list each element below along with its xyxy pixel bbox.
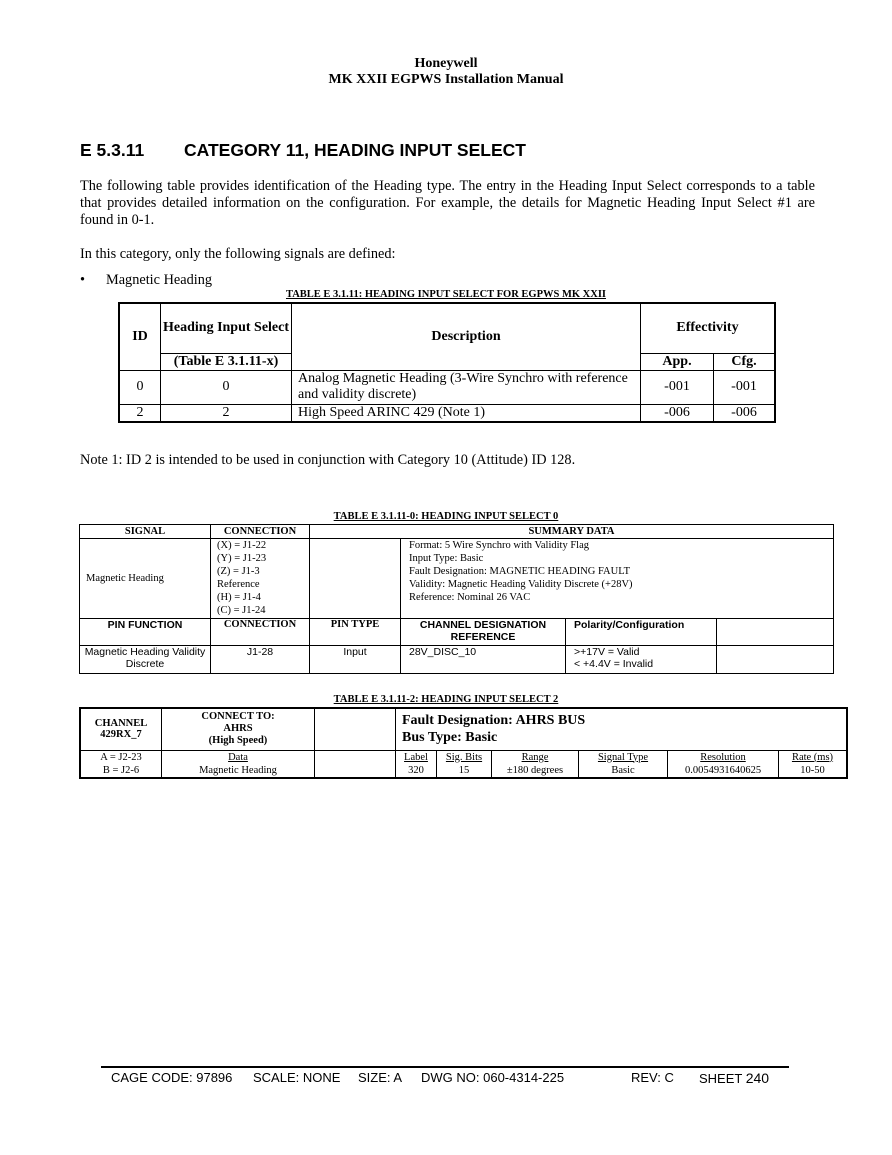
sig-bits-value: 15	[458, 764, 470, 776]
bullet-dot-icon: •	[80, 272, 86, 288]
cell-id: 0	[119, 370, 161, 404]
channel-cell	[80, 708, 162, 750]
label-cell	[396, 750, 437, 778]
signals-intro: In this category, only the following signals are defined:	[80, 246, 396, 262]
range-cell	[492, 750, 579, 778]
footer-rev: REV: C	[631, 1070, 674, 1085]
pin-assignments	[80, 750, 162, 778]
empty-cell	[310, 539, 401, 619]
footer-sheet-label: SHEET	[699, 1071, 743, 1086]
connection-list	[211, 539, 310, 619]
section-number: E 5.3.11	[80, 140, 145, 160]
col-pin-function: PIN FUNCTION	[80, 619, 211, 646]
empty-cell	[315, 750, 396, 778]
heading-input-select-0-table	[79, 524, 834, 674]
pin-connection: J1-28	[211, 646, 310, 674]
col-id: ID	[119, 303, 161, 370]
table3-caption: TABLE E 3.1.11-2: HEADING INPUT SELECT 2	[333, 694, 559, 705]
table-row	[80, 646, 834, 674]
col-signal-type: Signal Type	[597, 751, 649, 763]
signal-name: Magnetic Heading	[80, 539, 211, 619]
connect-cell	[162, 708, 315, 750]
col-channel-designation: CHANNEL DESIGNATION REFERENCE	[401, 619, 566, 646]
col-connection: CONNECTION	[211, 525, 310, 539]
fault-designation: Fault Designation: AHRS BUS	[402, 713, 586, 729]
table-row	[119, 404, 775, 422]
footer-dwg-no: DWG NO: 060-4314-225	[421, 1070, 565, 1085]
note-1: Note 1: ID 2 is intended to be used in conjunction with Category 10 (Attitude) ID 128.	[80, 452, 576, 468]
col-description: Description	[292, 303, 641, 370]
signal-type-value: Basic	[611, 764, 635, 776]
range-value: ±180 degrees	[506, 764, 564, 776]
heading-input-select-2-table	[79, 707, 848, 779]
footer-scale: SCALE: NONE	[253, 1070, 341, 1085]
col-sig-bits: Sig. Bits	[445, 751, 483, 763]
connect-to: CONNECT TO:	[201, 711, 275, 723]
heading-input-select-table	[118, 302, 776, 423]
col-effectivity: Effectivity	[641, 303, 776, 353]
col-data: Data	[228, 751, 248, 763]
label-value: 320	[408, 764, 424, 776]
empty-cell	[315, 708, 396, 750]
connect-device: AHRS	[223, 723, 253, 735]
connection-item: (Z) = J1-3	[217, 566, 260, 577]
data-value: Magnetic Heading	[199, 764, 277, 776]
footer-cage-code: CAGE CODE: 97896	[111, 1070, 233, 1085]
rate-value: 10-50	[800, 764, 825, 776]
polarity	[566, 646, 717, 674]
pin-b: B = J2-6	[102, 764, 140, 776]
footer-sheet-number: 240	[745, 1070, 770, 1086]
empty-cell	[717, 646, 834, 674]
col-label: Label	[404, 751, 428, 763]
summary-line: Input Type: Basic	[409, 553, 484, 564]
channel-designation: 28V_DISC_10	[401, 646, 566, 674]
col-cfg: Cfg.	[714, 353, 776, 370]
col-summary: SUMMARY DATA	[310, 525, 834, 539]
connection-item: (C) = J1-24	[217, 605, 266, 616]
section-title: CATEGORY 11, HEADING INPUT SELECT	[184, 140, 526, 160]
polarity-valid: >+17V = Valid	[574, 646, 640, 658]
polarity-invalid: < +4.4V = Invalid	[574, 658, 654, 670]
connection-item: Reference	[217, 579, 260, 590]
footer-sheet	[699, 1070, 769, 1086]
cell-cfg: -001	[714, 370, 776, 404]
cell-cfg: -006	[714, 404, 776, 422]
pin-function: Magnetic Heading Validity Discrete	[80, 646, 211, 674]
section-heading	[80, 140, 526, 161]
bullet-text: Magnetic Heading	[106, 272, 212, 288]
cell-his: 0	[161, 370, 292, 404]
cell-id: 2	[119, 404, 161, 422]
header-manual-title: MK XXII EGPWS Installation Manual	[328, 72, 564, 87]
table-row	[119, 370, 775, 404]
resolution-value: 0.0054931640625	[684, 764, 762, 776]
bullet-item	[80, 272, 212, 289]
intro-paragraph: The following table provides identification of the Heading type. The entry in the Heading Input Select corresponds to a table that provides detailed information on the configuration. For example, the details for Magnetic Heading Input Select #1 are found in 0-1.	[80, 178, 815, 228]
pin-type: Input	[310, 646, 401, 674]
cell-app: -006	[641, 404, 714, 422]
bus-type: Bus Type: Basic	[402, 730, 498, 746]
pin-a: A = J2-23	[100, 751, 142, 763]
cell-description: Analog Magnetic Heading (3-Wire Synchro with reference and validity discrete)	[292, 370, 641, 404]
data-cell	[162, 750, 315, 778]
table2-caption: TABLE E 3.1.11-0: HEADING INPUT SELECT 0	[333, 511, 559, 522]
resolution-cell	[668, 750, 779, 778]
sig-bits-cell	[437, 750, 492, 778]
summary-line: Validity: Magnetic Heading Validity Discrete (+28V)	[409, 579, 633, 590]
col-pin-type: PIN TYPE	[310, 619, 401, 646]
col-app: App.	[641, 353, 714, 370]
col-range: Range	[521, 751, 549, 763]
channel-label: CHANNEL	[94, 718, 148, 730]
col-heading-input-select-sub: (Table E 3.1.11-x)	[161, 353, 292, 370]
table1-caption: TABLE E 3.1.11: HEADING INPUT SELECT FOR EGPWS MK XXII	[285, 289, 606, 300]
summary-line: Reference: Nominal 26 VAC	[409, 592, 531, 603]
footer-size: SIZE: A	[358, 1070, 403, 1085]
rate-cell	[779, 750, 848, 778]
footer-rule	[101, 1066, 789, 1068]
summary-line: Format: 5 Wire Synchro with Validity Flag	[409, 540, 590, 551]
connect-speed: (High Speed)	[208, 735, 268, 747]
channel-id: 429RX_7	[100, 729, 142, 741]
col-rate: Rate (ms)	[791, 751, 834, 763]
connection-item: (H) = J1-4	[217, 592, 261, 603]
table-row	[80, 750, 847, 778]
col-pin-connection: CONNECTION	[211, 619, 310, 646]
summary-data	[401, 539, 834, 619]
cell-app: -001	[641, 370, 714, 404]
col-polarity: Polarity/Configuration	[566, 619, 717, 646]
empty-cell	[717, 619, 834, 646]
col-heading-input-select: Heading Input Select	[161, 303, 292, 353]
cell-his: 2	[161, 404, 292, 422]
col-resolution: Resolution	[700, 751, 746, 763]
bus-info	[396, 708, 848, 750]
connection-item: (Y) = J1-23	[217, 553, 267, 564]
col-signal: SIGNAL	[80, 525, 211, 539]
cell-description: High Speed ARINC 429 (Note 1)	[292, 404, 641, 422]
connection-item: (X) = J1-22	[217, 540, 267, 551]
summary-line: Fault Designation: MAGNETIC HEADING FAULT	[409, 566, 631, 577]
signal-type-cell	[579, 750, 668, 778]
header-company: Honeywell	[414, 56, 478, 71]
